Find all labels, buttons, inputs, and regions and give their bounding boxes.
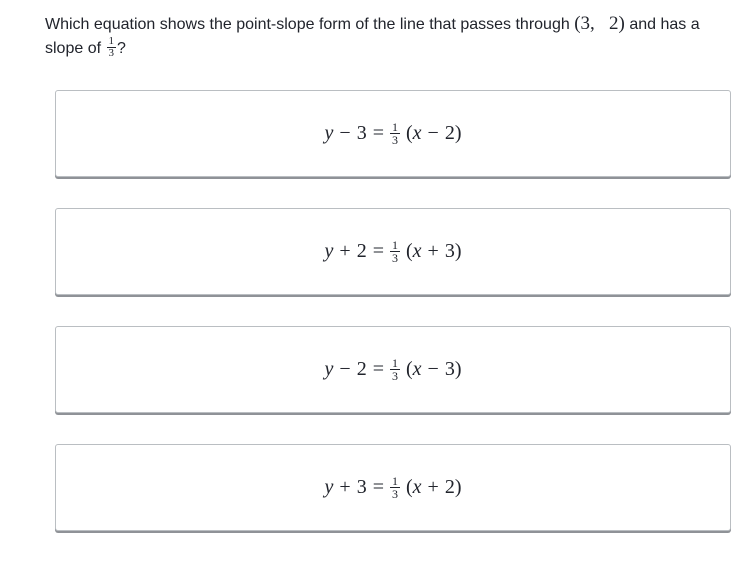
equation-open-paren: (: [405, 122, 413, 144]
equation-operator: −: [427, 358, 439, 380]
equation-slope-fraction: [390, 357, 400, 382]
equation-slope-fraction: [390, 239, 400, 264]
equation-constant: 2: [444, 476, 455, 498]
equation-constant: 2: [356, 240, 367, 262]
fraction-denominator: 3: [391, 251, 398, 265]
equation-operator: +: [427, 240, 439, 262]
equation-constant: 2: [444, 122, 455, 144]
fraction-numerator: 1: [108, 35, 114, 48]
equation-operator: +: [339, 476, 351, 498]
equation-equals: =: [372, 476, 384, 498]
equation-constant: 2: [356, 358, 367, 380]
question-text-before: Which equation shows the point-slope form of the line that passes through: [45, 16, 570, 33]
equation-operator: +: [427, 476, 439, 498]
equation-constant: 3: [356, 122, 367, 144]
equation-x: x: [412, 122, 422, 144]
choice-b-equation: [325, 239, 462, 264]
choice-a[interactable]: [55, 90, 731, 177]
equation-constant: 3: [444, 240, 455, 262]
question-slope-fraction: [107, 36, 117, 59]
equation-open-paren: (: [405, 240, 413, 262]
equation-y: y: [324, 476, 334, 498]
equation-y: y: [324, 358, 334, 380]
answer-choices: [55, 90, 732, 562]
fraction-denominator: 3: [391, 487, 398, 501]
equation-y: y: [324, 122, 334, 144]
fraction-numerator: 1: [391, 474, 398, 488]
equation-x: x: [412, 476, 422, 498]
equation-operator: −: [339, 122, 351, 144]
choice-d[interactable]: [55, 444, 731, 531]
equation-constant: 3: [356, 476, 367, 498]
choice-c[interactable]: [55, 326, 731, 413]
fraction-numerator: 1: [391, 238, 398, 252]
equation-equals: =: [372, 240, 384, 262]
equation-open-paren: (: [405, 358, 413, 380]
choice-d-equation: [325, 475, 462, 500]
question-prompt: [45, 12, 735, 61]
equation-operator: +: [339, 240, 351, 262]
equation-operator: −: [339, 358, 351, 380]
equation-close-paren: ): [454, 476, 462, 498]
question-mark: ?: [117, 40, 126, 57]
fraction-numerator: 1: [391, 356, 398, 370]
fraction-denominator: 3: [391, 133, 398, 147]
fraction-numerator: 1: [391, 120, 398, 134]
equation-close-paren: ): [454, 122, 462, 144]
equation-x: x: [412, 358, 422, 380]
equation-equals: =: [372, 358, 384, 380]
equation-y: y: [324, 240, 334, 262]
equation-slope-fraction: [390, 475, 400, 500]
equation-close-paren: ): [454, 358, 462, 380]
choice-b[interactable]: [55, 208, 731, 295]
equation-equals: =: [372, 122, 384, 144]
question-text-middle: and has a slope of: [45, 16, 700, 57]
fraction-denominator: 3: [108, 47, 114, 60]
choice-a-equation: [325, 121, 462, 146]
fraction-denominator: 3: [391, 369, 398, 383]
equation-operator: −: [427, 122, 439, 144]
equation-close-paren: ): [454, 240, 462, 262]
equation-x: x: [412, 240, 422, 262]
equation-slope-fraction: [390, 121, 400, 146]
question-point: (3, 2): [574, 13, 625, 34]
choice-c-equation: [325, 357, 462, 382]
equation-open-paren: (: [405, 476, 413, 498]
equation-constant: 3: [444, 358, 455, 380]
